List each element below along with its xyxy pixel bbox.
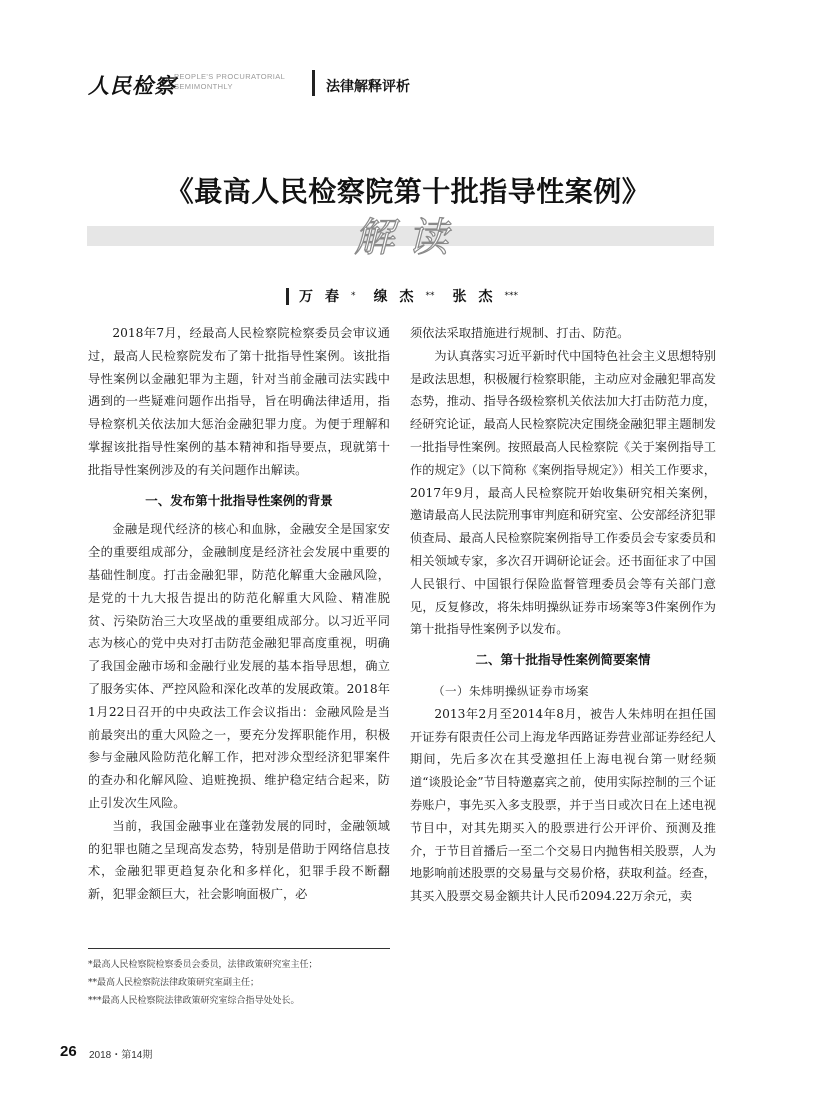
- paragraph: 金融是现代经济的核心和血脉，金融安全是国家安全的重要组成部分，金融制度是经济社会发展中重要的基础性制度。打击金融犯罪，防范化解重大金融风险，是党的十九大报告提出的防范化解重大风险、精准脱贫、污染防治三大攻坚战的重要组成部分。以习近平同志为核心的党中央对打击防范金融犯罪高度重视，明确了我国金融市场和金融行业发展的基本指导思想，确立了服务实体、严控风险和深化改革的发展政策。2018年1月22日召开的中央政法工作会议指出：金融风险是当前最突出的重大风险之一，要充分发挥职能作用，积极参与金融风险防范化解工作，把对涉众型经济犯罪案件的查办和化解风险、追赃挽损、维护稳定结合起来，防止引发次生风险。: [88, 522, 390, 810]
- left-column: [88, 322, 390, 906]
- author-name: 万春: [299, 289, 351, 305]
- journal-english-name-line1: PEOPLE'S PROCURATORIAL: [174, 72, 286, 81]
- journal-english-name: [174, 72, 285, 92]
- issue-label: 2018・第14期: [89, 1050, 153, 1061]
- section-divider: [312, 70, 315, 96]
- author-mark: *: [351, 291, 356, 301]
- right-column: [410, 322, 716, 908]
- paragraph: 当前，我国金融事业在蓬勃发展的同时，金融领域的犯罪也随之呈现高发态势，特别是借助于网络信息技术，金融犯罪更趋复杂化和多样化，犯罪手段不断翻新，犯罪金额巨大，社会影响面极广，必: [88, 818, 390, 902]
- paragraph: 2018年7月，经最高人民检察院检察委员会审议通过，最高人民检察院发布了第十批指导性案例。该批指导性案例以金融犯罪为主题，针对当前金融司法实践中遇到的一些疑难问题作出指导，旨在明确法律适用，指导检察机关依法加大惩治金融犯罪力度。为便于理解和掌握该批指导性案例的基本精神和指导要点，现就第十批指导性案例涉及的有关问题作出解读。: [88, 326, 390, 477]
- paragraph: 为认真落实习近平新时代中国特色社会主义思想特别是政法思想，积极履行检察职能，主动应对金融犯罪高发态势，推动、指导各级检察机关依法加大打击防范力度，经研究论证，最高人民检察院决定围绕金融犯罪主题制发一批指导性案例。按照最高人民检察院《关于案例指导工作的规定》（以下简称《案例指导规定》）相关工作要求，2017年9月，最高人民检察院开始收集研究相关案例，邀请最高人民法院刑事审判庭和研究室、公安部经济犯罪侦查局、最高人民检察院案例指导工作委员会专家委员和相关领域专家，多次召开调研论证会。还书面征求了中国人民银行、中国银行保险监督管理委员会等有关部门意见，反复修改，将朱炜明操纵证券市场案等3件案例作为第十批指导性案例予以发布。: [410, 348, 716, 637]
- author-divider: [286, 288, 289, 305]
- footnote: *最高人民检察院检察委员会委员，法律政策研究室主任；: [88, 960, 318, 970]
- author-mark: ***: [504, 291, 518, 301]
- author-name: 张杰: [452, 289, 505, 305]
- article-title: 《最高人民检察院第十批指导性案例》: [165, 175, 651, 208]
- masthead: [88, 66, 748, 106]
- paragraph: 2013年2月至2014年8月，被告人朱炜明在担任国开证券有限责任公司上海龙华西路证券营业部证券经纪人期间，先后多次在其受邀担任上海电视台第一财经频道“谈股论金”节目特邀嘉宾之前，使用实际控制的三个证券账户，事先买入多支股票，并于当日或次日在上述电视节目中，对其先期买入的股票进行公开评价、预测及推介，于节目首播后一至二个交易日内抛售相关股票，人为地影响前述股票的交易量与交易价格，获取利益。经查，其买入股票交易金额共计人民币2094.22万余元，卖: [410, 706, 716, 904]
- section-name: 法律解释评析: [326, 79, 410, 95]
- page-number: 26: [60, 1043, 77, 1060]
- paragraph-continuation: 须依法采取措施进行规制、打击、防范。: [410, 326, 630, 340]
- subsection-heading: （一）朱炜明操纵证券市场案: [433, 683, 589, 698]
- footnote: **最高人民检察院法律政策研究室副主任；: [88, 978, 260, 988]
- article-subtitle: 解读: [354, 215, 462, 261]
- section-heading: 一、发布第十批指导性案例的背景: [145, 492, 333, 508]
- footnote: ***最高人民检察院法律政策研究室综合指导处处长。: [88, 996, 300, 1006]
- journal-logo: 人民检察: [88, 73, 176, 98]
- author-mark: **: [425, 291, 435, 301]
- author-name: 缐杰: [373, 289, 426, 305]
- footnote-divider: [88, 948, 390, 949]
- section-heading: 二、第十批指导性案例简要案情: [475, 652, 651, 668]
- footnotes: [88, 956, 408, 1010]
- author-line: [286, 284, 536, 308]
- journal-english-name-line2: SEMIMONTHLY: [174, 82, 233, 91]
